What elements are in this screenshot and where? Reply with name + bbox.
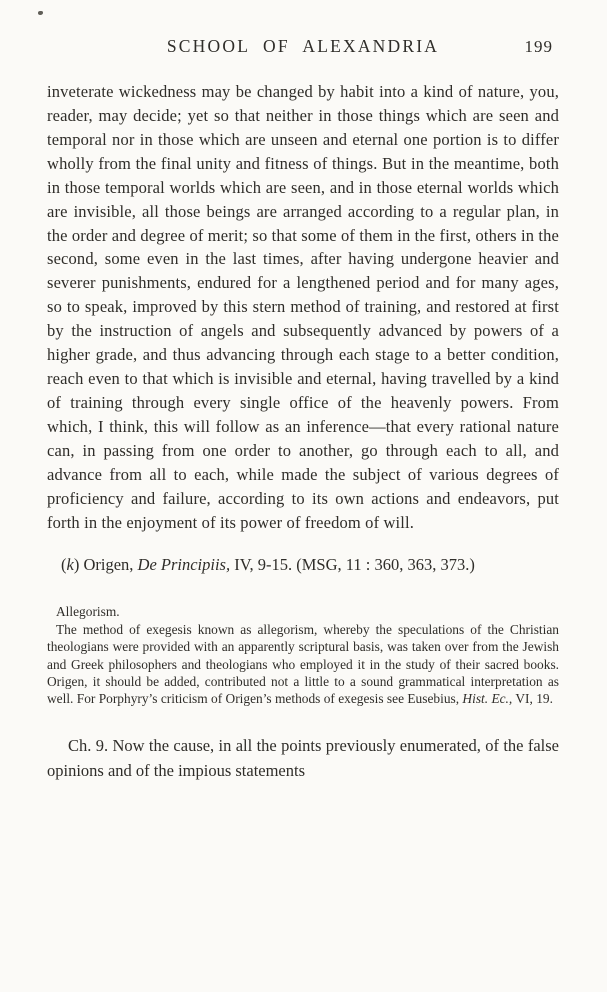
closing-paragraph: Ch. 9. Now the cause, in all the points previously enumerated, of the false opinions and of the impious statements	[47, 736, 559, 780]
note-heading: Allegorism.	[56, 604, 120, 620]
citation-author: ) Origen,	[73, 554, 138, 574]
running-title: SCHOOL OF ALEXANDRIA	[166, 36, 440, 56]
main-paragraph: inveterate wickedness may be changed by habit into a kind of nature, you, reader, may decide; yet so that neither in those things which are seen and temporal nor in those which are unseen and eternal one portion is to differ wholly from the final unity and fitness of things. But in the meantime, both in those temporal worlds which are seen, and in those eternal worlds which are invisible, all those beings are arranged according to a regular plan, in the order and degree of merit; so that some of them in the first, others in the second, some even in the last times, after having undergone heavier and severer punishments, endured for a lengthened period and for many ages, so to speak, improved by this stern method of training, and restored at first by the instruction of angels and subsequently advanced by powers of a higher grade, and thus advancing through each stage to a better condition, reach even to that which is invisible and eternal, having travelled by a kind of training through every single office of the heavenly powers. From which, I think, this will follow as an inference—that every rational nature can, in passing from one order to another, go through each to all, and advance from all to each, while made the subject of various degrees of proficiency and failure, according to its own actions and endeavors, put forth in the enjoyment of its power of freedom of will.	[47, 82, 559, 532]
editorial-note	[47, 603, 559, 707]
page-number: 199	[524, 37, 553, 56]
note-text-end: VI, 19.	[512, 690, 553, 706]
citation-open-paren: (	[61, 554, 67, 574]
note-work-title: Hist. Ec.,	[462, 690, 513, 706]
citation-item-letter: k	[66, 554, 74, 574]
note-paragraph	[47, 621, 559, 707]
note-text-start: The method of exegesis known as allegorism, whereby the speculations of the Christian theologians were provided with an apparently scriptural basis, was taken over from the Jewish and Greek philosophers and theologians who employed it in the study of their sacred books. Origen, it should be added, contributed not a little to a sound grammatical interpretation as well. For Porphyry’s criticism of Origen’s methods of exegesis see Eusebius,	[47, 622, 559, 706]
ink-speck	[38, 11, 43, 15]
citation-line	[47, 552, 559, 578]
page-header	[47, 36, 559, 60]
citation-work-title: De Principiis,	[137, 554, 231, 574]
citation-reference: IV, 9-15. (MSG, 11 : 360, 363, 373.)	[230, 554, 475, 574]
